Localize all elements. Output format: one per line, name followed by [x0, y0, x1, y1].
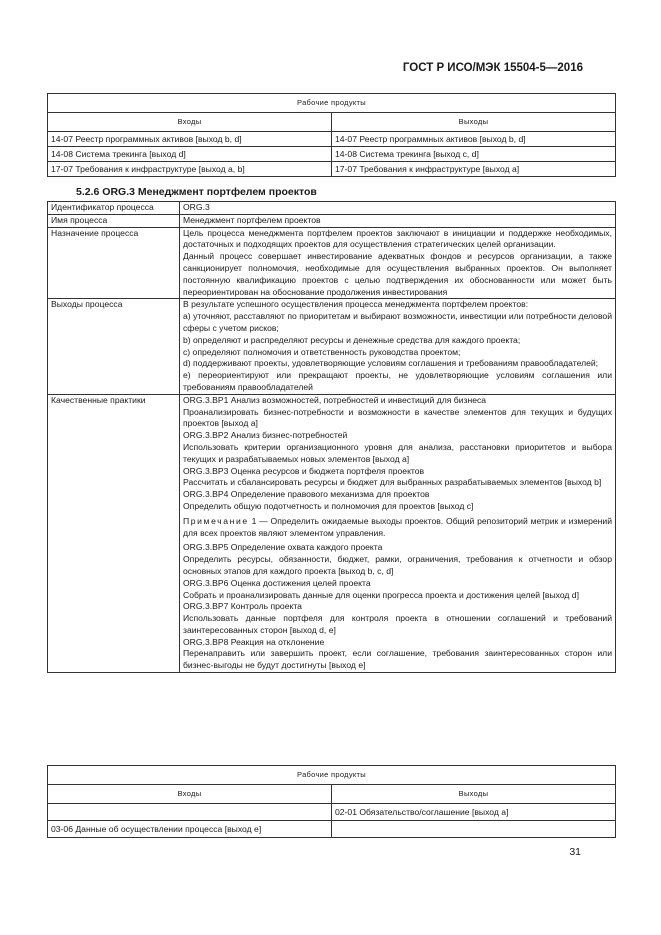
outcome-item: b) определяют и распределяют ресурсы и денежные средства для каждого проекта; — [183, 334, 521, 345]
work-products-table-top — [47, 93, 616, 177]
outputs-header: Выходы — [332, 113, 616, 132]
name-label: Имя процесса — [48, 214, 180, 227]
outcome-item: e) переориентируют или прекращают проекты, не удовлетворяющие условиям соглашения или требованиям правообладателей — [183, 370, 612, 392]
name-value: Менеджмент портфелем проектов — [180, 214, 616, 227]
practice-title: ORG.3.BP8 Реакция на отклонение — [183, 636, 325, 647]
practice-title: ORG.3.BP1 Анализ возможностей, потребностей и инвестиций для бизнеса — [183, 394, 487, 405]
practice-text: Рассчитать и сбалансировать ресурсы и бюджет для выбранных разрабатываемых элементов [выход b] — [183, 477, 602, 488]
practice-title: ORG.3.BP2 Анализ бизнес-потребностей — [183, 430, 348, 441]
practice-text: Определить ресурсы, обязанности, бюджет, рамки, ограничения, требования к отчетности и обзор основных этапов для каждого проекта [выход b, c, d] — [183, 554, 612, 576]
practice-text: Определить общую подотчетность и полномочия для проектов [выход c] — [183, 500, 474, 511]
id-value: ORG.3 — [180, 202, 616, 215]
input-cell: 14-07 Реестр программных активов [выход b, d] — [48, 132, 332, 147]
outcome-item: d) поддерживают проекты, удовлетворяющие условиям соглашения и требованиям правообладателей; — [183, 358, 599, 369]
note-label: Примечание — [183, 515, 249, 526]
work-products-caption: Рабочие продукты — [48, 94, 616, 113]
input-cell: 03-06 Данные об осуществлении процесса [выход e] — [48, 821, 332, 838]
outputs-header: Выходы — [332, 785, 616, 804]
outcomes-label: Выходы процесса — [48, 299, 180, 394]
practices-cell — [180, 394, 616, 672]
table-row — [48, 162, 616, 177]
purpose-cell — [180, 227, 616, 299]
practice-text: Использовать данные портфеля для контроля проекта в отношении соглашений и требований заинтересованных сторон [выход d, e] — [183, 613, 612, 635]
practice-title: ORG.3.BP3 Оценка ресурсов и бюджета портфеля проектов — [183, 465, 425, 476]
page-number: 31 — [569, 846, 581, 858]
id-label: Идентификатор процесса — [48, 202, 180, 215]
purpose-paragraph: Данный процесс совершает инвестирование адекватных фондов и ресурсов организации, а также санкционирует полномочия, необходимые для осуществления выбранных проектов. Он выполняет постоянную квалификацию проектов с целью подтверждения их обоснованности или может быть переориентирован на обоснование продолжения инвестирования — [183, 251, 612, 297]
output-cell — [332, 821, 616, 838]
output-cell: 14-07 Реестр программных активов [выход b, d] — [332, 132, 616, 147]
practice-title: ORG.3.BP7 Контроль проекта — [183, 601, 302, 612]
practice-title: ORG.3.BP5 Определение охвата каждого проекта — [183, 542, 383, 553]
inputs-header: Входы — [48, 785, 332, 804]
table-row — [48, 821, 616, 838]
note-text: 1 — Определить ожидаемые выходы проектов. Общий репозиторий метрик и измерений для всех проектов являют элементом управления. — [183, 515, 612, 538]
practice-text: Использовать критерии организационного уровня для анализа, расстановки приоритетов и выбора текущих и разрабатываемых новых элементов [выход a] — [183, 441, 612, 464]
input-cell — [48, 804, 332, 821]
outcomes-intro: В результате успешного осуществления процесса менеджмента портфелем проектов: — [183, 299, 529, 310]
section-title: 5.2.6 ORG.3 Менеджмент портфелем проектов — [76, 186, 317, 198]
output-cell: 17-07 Требования к инфраструктуре [выход a] — [332, 162, 616, 177]
table-row — [48, 804, 616, 821]
table-row — [48, 147, 616, 162]
document-header: ГОСТ Р ИСО/МЭК 15504-5—2016 — [402, 62, 583, 74]
purpose-paragraph: Цель процесса менеджмента портфелем проектов заключают в инициации и поддержке необходимых, достаточных и подходящих проектов для осуществления стратегических целей организации. — [183, 227, 612, 250]
outcome-item: a) уточняют, расставляют по приоритетам и выбирают возможности, инвестиции или потребности деловой сферы с учетом рисков; — [183, 311, 612, 333]
practices-label: Качественные практики — [48, 394, 180, 672]
table-row — [48, 132, 616, 147]
output-cell: 14-08 Система трекинга [выход с, d] — [332, 147, 616, 162]
inputs-header: Входы — [48, 113, 332, 132]
note — [183, 516, 612, 540]
outcome-item: c) определяют полномочия и ответственность руководства проектом; — [183, 346, 461, 357]
practice-title: ORG.3.BP6 Оценка достижения целей проекта — [183, 577, 371, 588]
output-cell: 02-01 Обязательство/соглашение [выход a] — [332, 804, 616, 821]
work-products-caption: Рабочие продукты — [48, 766, 616, 785]
purpose-label: Назначение процесса — [48, 227, 180, 299]
practice-text: Собрать и проанализировать данные для оценки прогресса проекта и достижения целей [выход d] — [183, 589, 579, 600]
outcomes-cell — [180, 299, 616, 394]
process-table — [47, 201, 616, 673]
input-cell: 14-08 Система трекинга [выход d] — [48, 147, 332, 162]
practice-text: Проанализировать бизнес-потребности и возможности в качестве элементов для текущих и будущих проектов [выход a] — [183, 406, 612, 429]
work-products-table-bottom — [47, 765, 616, 838]
practice-text: Перенаправить или завершить проект, если соглашение, требования заинтересованных сторон или бизнес-выгоды не будут достигнуты [выход e] — [183, 648, 612, 671]
practice-title: ORG.3.BP4 Определение правового механизма для проектов — [183, 489, 430, 500]
input-cell: 17-07 Требования к инфраструктуре [выход a, b] — [48, 162, 332, 177]
